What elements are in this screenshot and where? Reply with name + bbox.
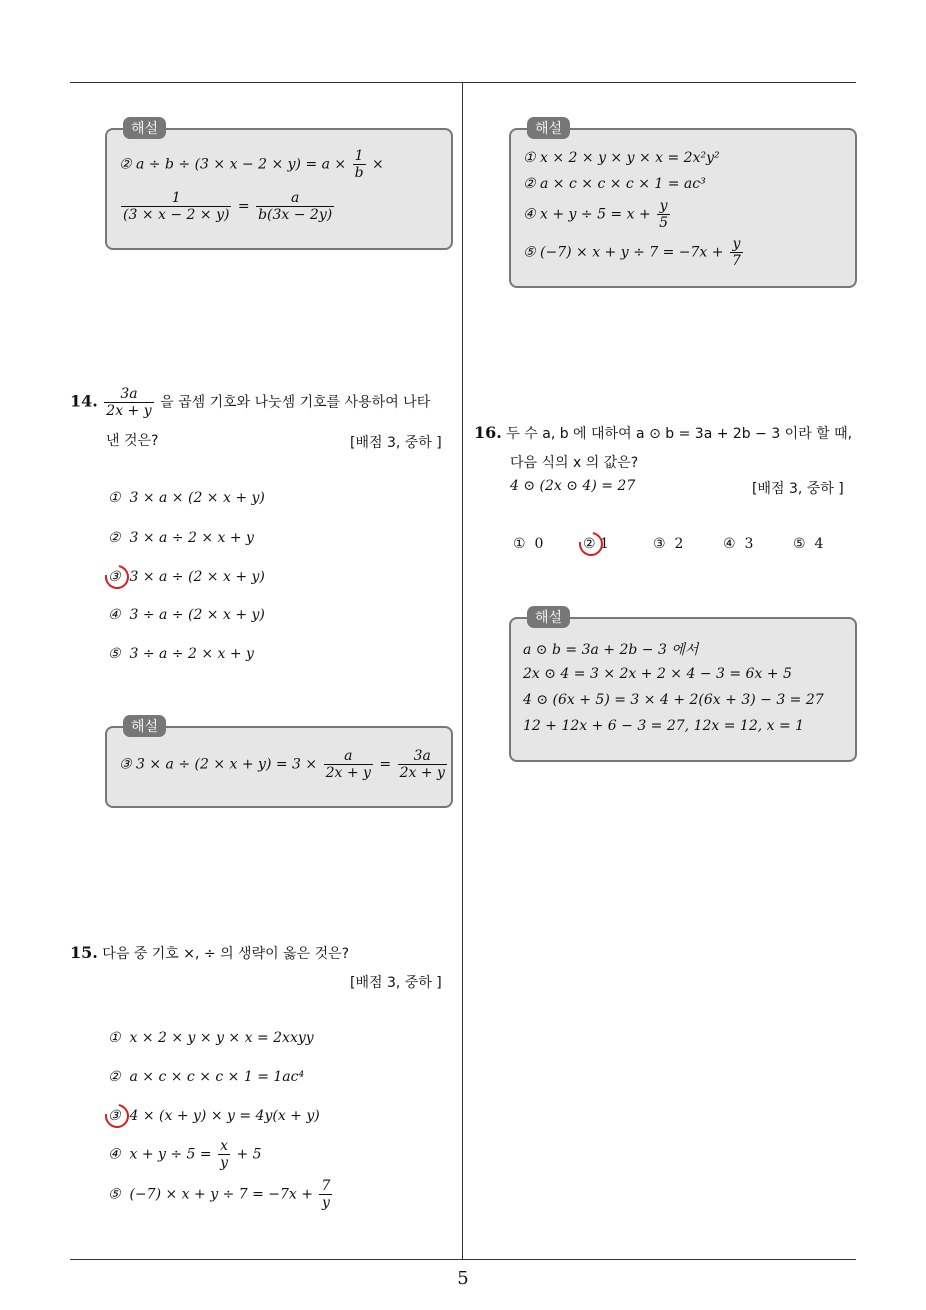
q14-choice-4: ④ 3 ÷ a ÷ (2 × x + y)	[108, 607, 265, 623]
q14-solution-frac1: $\frac{a}{2x + y}$	[325, 748, 371, 781]
q15-choice-3: ③ 4 × (x + y) × y = 4y(x + y)	[108, 1108, 320, 1124]
q16-score: [배점 3, 중하 ]	[752, 481, 844, 497]
q16-number: 16.	[474, 423, 502, 442]
q14-solution-lead: ③ 3 × a ÷ (2 × x + y) = 3 ×	[119, 756, 318, 773]
q16-solution-line1: a ⊙ b = 3a + 2b − 3 에서	[523, 642, 699, 658]
q16-text2: 다음 식의 x 의 값은?	[510, 455, 639, 471]
q15-solution-line2: ② a × c × c × c × 1 = ac³	[523, 176, 706, 192]
q14-solution-frac2: $\frac{3a}{2x + y}$	[399, 748, 445, 781]
q16-choice-2: ② 1	[583, 536, 609, 552]
column-divider	[462, 83, 463, 1260]
q16-solution-line3: 4 ⊙ (6x + 5) = 3 × 4 + 2(6x + 3) − 3 = 27	[523, 692, 824, 708]
q14-header	[70, 386, 430, 419]
q14-choice-3: ③ 3 × a ÷ (2 × x + y)	[108, 569, 265, 585]
solution-tag: 해설	[123, 117, 166, 139]
q16-choice-3: ③ 2	[653, 536, 684, 552]
page-number: 5	[457, 1268, 469, 1289]
q16-choice-5: ⑤ 4	[793, 536, 824, 552]
answer-mark-circle	[100, 560, 133, 593]
q14-solution-box	[105, 719, 453, 808]
q15-text: 다음 중 기호 ×, ÷ 의 생략이 옳은 것은?	[102, 946, 350, 962]
q16-header	[474, 423, 852, 443]
q13-solution-frac1: $\frac{1}{b}$	[354, 148, 364, 181]
q13-solution-line1: ② a ÷ b ÷ (3 × x − 2 × y) = a ×	[119, 156, 347, 173]
top-rule	[70, 82, 856, 83]
q14-choice-5: ⑤ 3 ÷ a ÷ 2 × x + y	[108, 646, 254, 662]
q14-fraction: $\frac{3a}{2x + y}$	[106, 386, 152, 419]
q13-solution-eq: =	[237, 198, 250, 215]
answer-mark-circle	[100, 1099, 133, 1132]
q15-score: [배점 3, 중하 ]	[350, 975, 442, 991]
q16-solution-box	[509, 610, 857, 762]
q15-choice-5: ⑤ (−7) × x + y ÷ 7 = −7x + $\frac{7}{y}$	[108, 1178, 331, 1211]
q15-choice-2: ② a × c × c × c × 1 = 1ac⁴	[108, 1069, 305, 1085]
q15-header	[70, 943, 349, 963]
q15-solution-frac3: $\frac{y}{5}$	[659, 198, 669, 231]
q13-solution-frac2: $\frac{1}{(3 \times x - 2 \times y)}$	[123, 190, 230, 223]
q13-solution-box	[105, 121, 453, 250]
solution-tag: 해설	[123, 715, 166, 737]
q16-solution-line4: 12 + 12x + 6 − 3 = 27, 12x = 12, x = 1	[523, 718, 805, 734]
q16-text3: 4 ⊙ (2x ⊙ 4) = 27	[510, 478, 636, 494]
q15-solution-line1: ① x × 2 × y × y × x = 2x²y²	[523, 150, 720, 166]
q14-number: 14.	[70, 391, 98, 411]
q14-score: [배점 3, 중하 ]	[350, 435, 442, 451]
q13-solution-frac3: $\frac{a}{b(3x - 2y)}$	[258, 190, 333, 223]
solution-tag: 해설	[527, 117, 570, 139]
q14-solution-eq: =	[379, 756, 392, 773]
q15-choice-4: ④ x + y ÷ 5 = $\frac{x}{y}$ + 5	[108, 1138, 262, 1171]
q15-solution-frac4: $\frac{y}{7}$	[731, 236, 741, 269]
q16-choice-4: ④ 3	[723, 536, 754, 552]
solution-tag: 해설	[527, 606, 570, 628]
q16-text1: 두 수 a, b 에 대하여 a ⊙ b = 3a + 2b − 3 이라 할 때,	[506, 426, 853, 442]
q14-choice-1: ① 3 × a × (2 × x + y)	[108, 490, 265, 506]
q13-solution-tail: ×	[372, 156, 384, 173]
q15-choice-1: ① x × 2 × y × y × x = 2xxyy	[108, 1030, 314, 1046]
q15-solution-line4: ⑤ (−7) × x + y ÷ 7 = −7x +	[523, 244, 724, 261]
q15-number: 15.	[70, 943, 98, 962]
q15-solution-box	[509, 121, 857, 288]
bottom-rule	[70, 1259, 856, 1260]
q14-text1: 을 곱셈 기호와 나눗셈 기호를 사용하여 나타	[160, 394, 431, 411]
q16-solution-line2: 2x ⊙ 4 = 3 × 2x + 2 × 4 − 3 = 6x + 5	[523, 666, 792, 682]
q14-text2: 낸 것은?	[106, 433, 159, 449]
q14-choice-2: ② 3 × a ÷ 2 × x + y	[108, 530, 254, 546]
q15-solution-line3: ④ x + y ÷ 5 = x +	[523, 206, 651, 223]
q16-choice-1: ① 0	[513, 536, 544, 552]
answer-mark-circle	[574, 527, 607, 560]
